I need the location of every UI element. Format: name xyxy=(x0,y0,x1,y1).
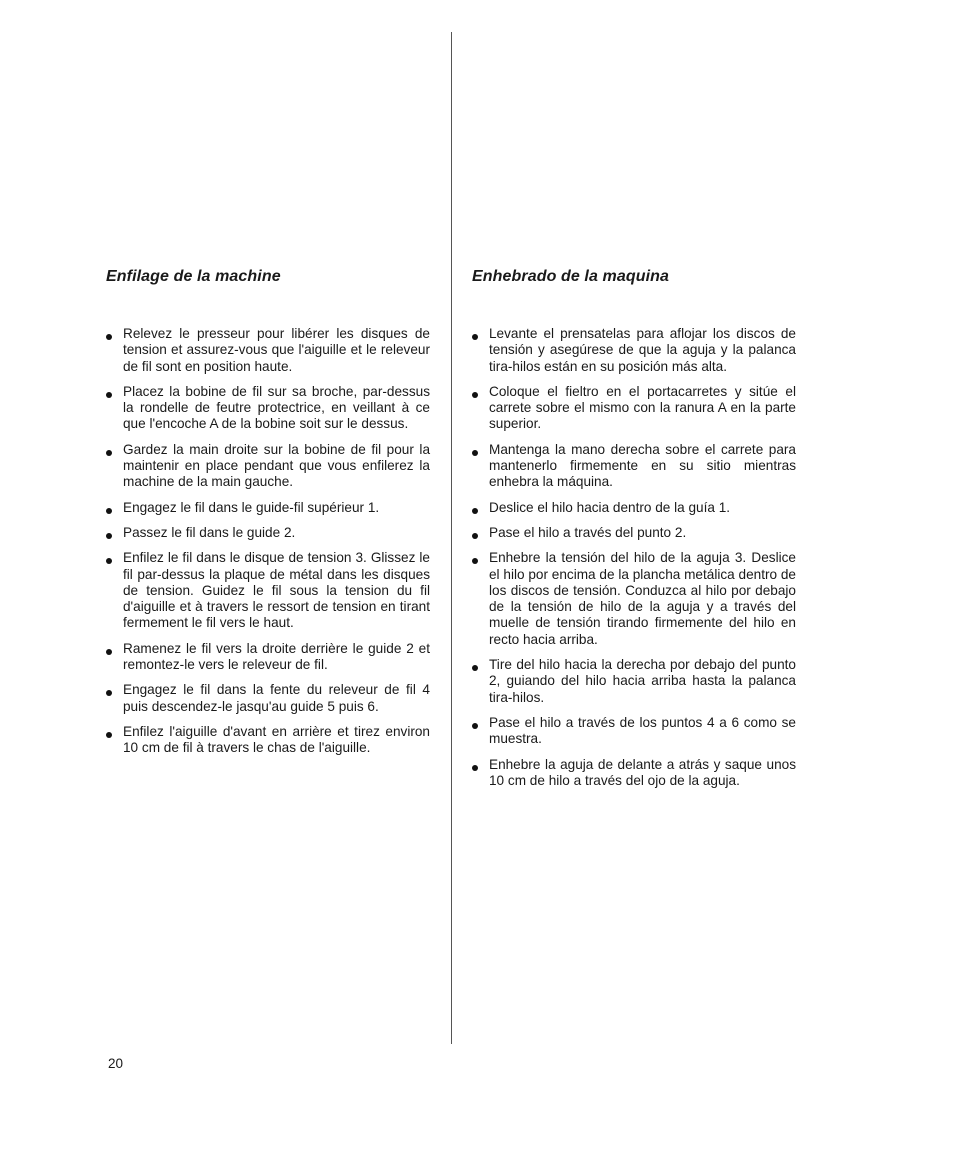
page-number: 20 xyxy=(108,1056,124,1071)
column-divider xyxy=(451,32,452,1044)
list-item: Levante el prensatelas para aflojar los discos de tensión y asegúrese de que la aguja y la palanca tira-hilos están en su posición más alta. xyxy=(472,326,796,375)
list-item: Enfilez le fil dans le disque de tension 3. Glissez le fil par-dessus la plaque de métal dans les disques de tension. Guidez le fil sous la tension du fil d'aiguille et à travers le ressort de tension en tirant fermement le fil vers le haut. xyxy=(106,550,430,631)
list-item: Enfilez l'aiguille d'avant en arrière et tirez environ 10 cm de fil à travers le chas de l'aiguille. xyxy=(106,724,430,757)
french-heading: Enfilage de la machine xyxy=(106,268,281,285)
list-item: Gardez la main droite sur la bobine de fil pour la maintenir en place pendant que vous enfilerez la machine de la main gauche. xyxy=(106,442,430,491)
french-instructions xyxy=(106,326,430,757)
list-item: Passez le fil dans le guide 2. xyxy=(106,525,430,541)
list-item: Deslice el hilo hacia dentro de la guía 1. xyxy=(472,500,796,516)
french-column xyxy=(106,268,430,766)
spanish-heading: Enhebrado de la maquina xyxy=(472,268,670,285)
list-item: Placez la bobine de fil sur sa broche, par-dessus la rondelle de feutre protectrice, en veillant à ce que l'encoche A de la bobine soit sur le dessus. xyxy=(106,384,430,433)
list-item: Ramenez le fil vers la droite derrière le guide 2 et remontez-le vers le releveur de fil. xyxy=(106,641,430,674)
list-item: Pase el hilo a través del punto 2. xyxy=(472,525,796,541)
list-item: Relevez le presseur pour libérer les disques de tension et assurez-vous que l'aiguille et le releveur de fil sont en position haute. xyxy=(106,326,430,375)
list-item: Pase el hilo a través de los puntos 4 a 6 como se muestra. xyxy=(472,715,796,748)
spanish-instructions xyxy=(472,326,796,789)
list-item: Coloque el fieltro en el portacarretes y sitúe el carrete sobre el mismo con la ranura A en la parte superior. xyxy=(472,384,796,433)
list-item: Enhebre la aguja de delante a atrás y saque unos 10 cm de hilo a través del ojo de la aguja. xyxy=(472,757,796,790)
list-item: Enhebre la tensión del hilo de la aguja 3. Deslice el hilo por encima de la plancha metálica dentro de los discos de tensión. Conduzca al hilo por debajo de la tensión de hilo de la aguja y a través del muelle de tensión tirando firmemente del hilo en recto hacia arriba. xyxy=(472,550,796,648)
list-item: Engagez le fil dans la fente du releveur de fil 4 puis descendez-le jasqu'au guide 5 puis 6. xyxy=(106,682,430,715)
list-item: Engagez le fil dans le guide-fil supérieur 1. xyxy=(106,500,430,516)
list-item: Tire del hilo hacia la derecha por debajo del punto 2, guiando del hilo hacia arriba hasta la palanca tira-hilos. xyxy=(472,657,796,706)
spanish-column xyxy=(472,268,796,798)
list-item: Mantenga la mano derecha sobre el carrete para mantenerlo firmemente en su sitio mientras enhebra la máquina. xyxy=(472,442,796,491)
